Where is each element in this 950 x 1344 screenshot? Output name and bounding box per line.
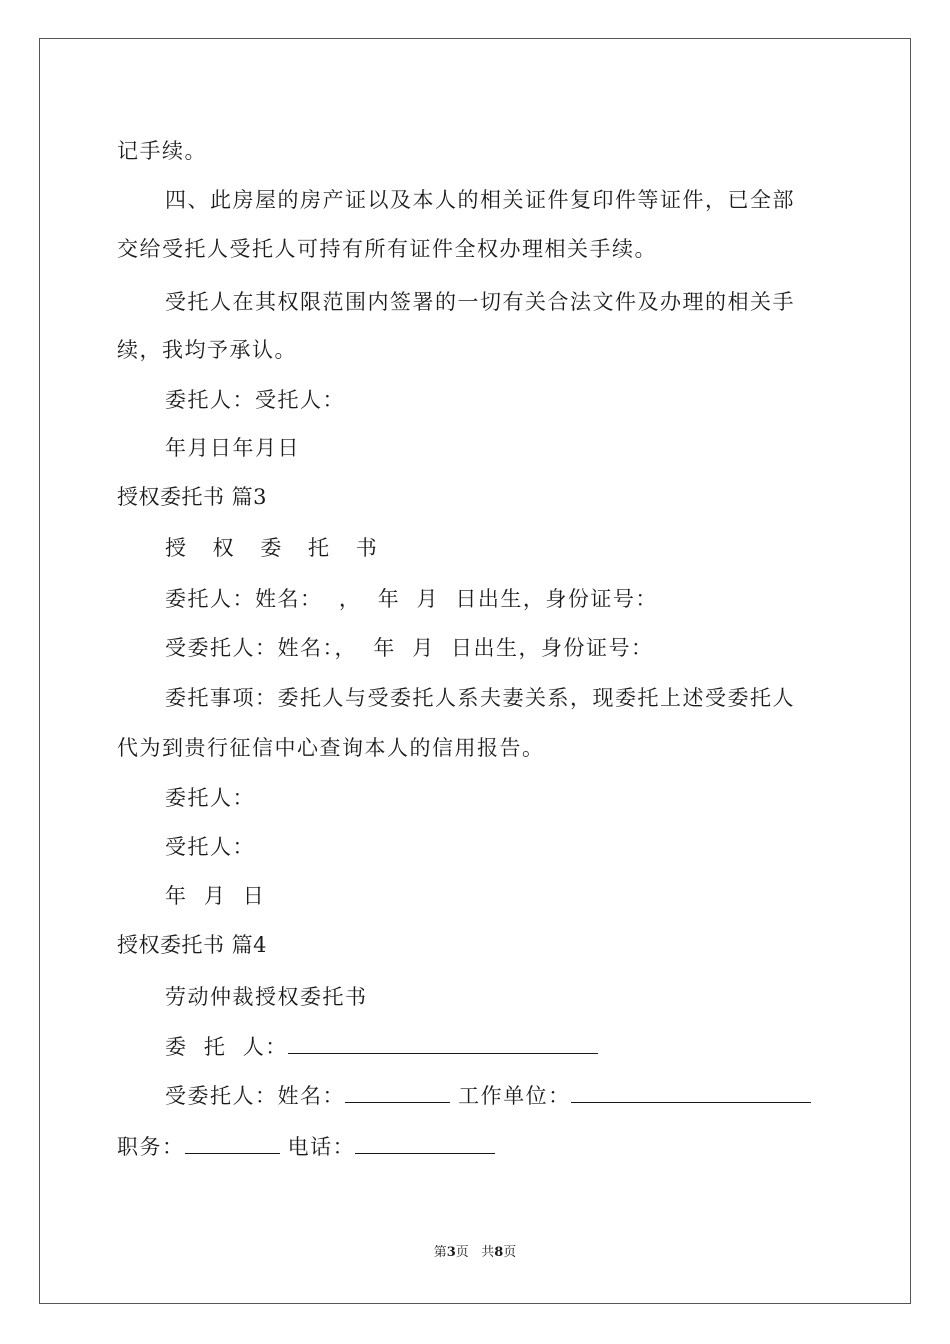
page-border <box>39 38 911 1304</box>
current-page-number: 3 <box>446 1245 456 1260</box>
phone-blank[interactable] <box>355 1133 495 1154</box>
position-label: 职务： <box>117 1135 185 1159</box>
position-blank[interactable] <box>185 1133 280 1154</box>
section-4-title: 劳动仲裁授权委托书 <box>165 985 368 1009</box>
section-3-agent-line: 受委托人：姓名：， 年 月 日出生，身份证号： <box>165 636 654 660</box>
section-3-matter-line-1: 委托事项：委托人与受委托人系夫妻关系，现委托上述受委托人 <box>165 686 795 710</box>
section-4-heading: 授权委托书 篇4 <box>117 933 268 957</box>
client-label: 委 托 人： <box>165 1035 288 1059</box>
section-3-sign-agent: 受托人： <box>165 835 255 859</box>
paragraph-four-line-2: 交给受托人受托人可持有所有证件全权办理相关手续。 <box>117 237 657 261</box>
paragraph-four-line-1: 四、此房屋的房产证以及本人的相关证件复印件等证件，已全部 <box>165 188 795 212</box>
section-4-client-row <box>165 1032 598 1062</box>
page-mid: 页 共 <box>455 1245 495 1260</box>
section-3-sign-client: 委托人： <box>165 786 255 810</box>
phone-label: 电话： <box>279 1135 356 1159</box>
section-3-client-line: 委托人：姓名： ， 年 月 日出生，身份证号： <box>165 587 658 611</box>
work-unit-blank[interactable] <box>571 1082 811 1103</box>
page-prefix: 第 <box>433 1245 447 1260</box>
section-4-agent-row <box>165 1081 811 1111</box>
signature-line: 委托人：受托人： <box>165 388 345 412</box>
paragraph-continuation: 记手续。 <box>117 139 207 163</box>
agent-name-label: 受委托人：姓名： <box>165 1084 345 1108</box>
section-3-title: 授 权 委 托 书 <box>165 536 387 560</box>
paragraph-acknowledge-line-1: 受托人在其权限范围内签署的一切有关合法文件及办理的相关手 <box>165 290 795 314</box>
total-page-number: 8 <box>494 1245 504 1260</box>
section-3-date: 年 月 日 <box>165 884 266 908</box>
section-4-position-row <box>117 1132 495 1162</box>
section-3-matter-line-2: 代为到贵行征信中心查询本人的信用报告。 <box>117 736 545 760</box>
date-line: 年月日年月日 <box>165 436 300 460</box>
agent-name-blank[interactable] <box>345 1082 450 1103</box>
page-footer <box>0 1244 950 1262</box>
section-3-heading: 授权委托书 篇3 <box>117 485 268 509</box>
page-suffix: 页 <box>503 1245 517 1260</box>
paragraph-acknowledge-line-2: 续，我均予承认。 <box>117 338 297 362</box>
client-name-blank[interactable] <box>288 1033 598 1054</box>
work-unit-label: 工作单位： <box>450 1084 571 1108</box>
